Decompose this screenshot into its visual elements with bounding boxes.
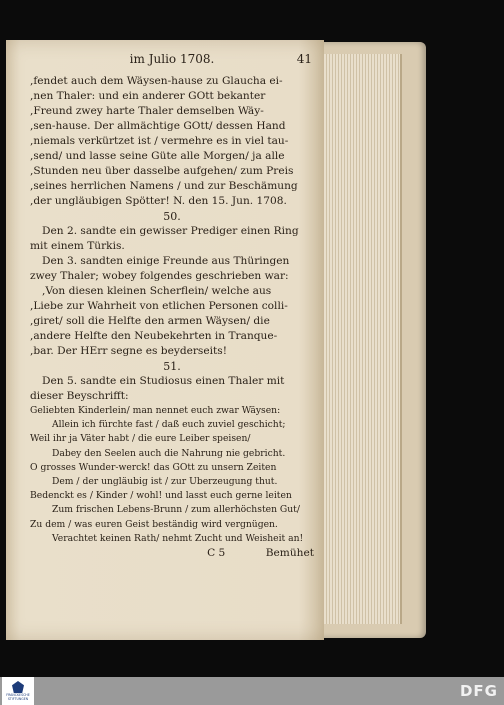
text-line: ,Stunden neu über dasselbe aufgehen/ zum Preis xyxy=(30,165,294,177)
signature-mark: C 5 xyxy=(207,547,226,560)
text-line: Allein ich fürchte fast / daß euch zuviel geschicht; xyxy=(52,419,286,431)
text-line: Verachtet keinen Rath/ nehmt Zucht und Weisheit an! xyxy=(52,532,304,544)
text-line: zwey Thaler; wobey folgendes geschrieben war: xyxy=(30,270,289,282)
text-line: Den 5. sandte ein Studiosus einen Thaler mit xyxy=(42,375,285,387)
text-line: Geliebten Kinderlein/ man nennet euch zwar Wäysen: xyxy=(30,405,281,416)
text-line: ,nen Thaler: und ein anderer GOtt bekanter xyxy=(30,90,266,102)
page-edges xyxy=(324,54,402,624)
text-line: 50. xyxy=(163,210,181,223)
running-header xyxy=(30,52,314,74)
text-line: ,send/ und lasse seine Güte alle Morgen/ ja alle xyxy=(30,150,285,162)
institution-logo[interactable] xyxy=(2,677,34,705)
text-line: dieser Beyschrifft: xyxy=(30,390,129,402)
text-line: 51. xyxy=(163,360,181,373)
text-line: ,Von diesen kleinen Scherflein/ welche aus xyxy=(42,285,272,297)
text-line: ,Liebe zur Wahrheit von etlichen Personen colli- xyxy=(30,300,288,312)
logo-text: FRANCKESCHE STIFTUNGEN xyxy=(6,693,30,701)
text-line: ,giret/ soll die Helfte den armen Wäysen/ die xyxy=(30,315,270,327)
text-line: ,niemals verkürtzet ist / vermehre es in viel tau- xyxy=(30,135,289,147)
text-line: mit einem Türkis. xyxy=(30,240,125,252)
text-line: Dabey den Seelen auch die Nahrung nie gebricht. xyxy=(52,447,286,459)
text-line: ,der ungläubigen Spötter! N. den 15. Jun. 1708. xyxy=(30,195,287,207)
text-line: ,fendet auch dem Wäysen-hause zu Glaucha ei- xyxy=(30,75,283,87)
dfg-logo[interactable]: DFG xyxy=(459,682,498,700)
crest-icon xyxy=(12,681,24,693)
text-line: Weil ihr ja Väter habt / die eure Leiber speisen/ xyxy=(30,433,251,445)
text-line: Dem / der ungläubig ist / zur Uberzeugung thut. xyxy=(52,476,278,488)
text-line: ,andere Helfte den Neubekehrten in Tranque- xyxy=(30,330,278,342)
header-title: im Julio 1708. xyxy=(129,52,215,66)
catchword: Bemühet xyxy=(265,547,314,560)
viewer-footer xyxy=(0,677,504,705)
text-line: ,Freund zwey harte Thaler demselben Wäy- xyxy=(30,105,264,117)
text-line: O grosses Wunder-werck! das GOtt zu unsern Zeiten xyxy=(30,461,277,473)
text-line: Den 3. sandten einige Freunde aus Thüringen xyxy=(42,255,290,267)
text-line: Zu dem / was euren Geist beständig wird vergnügen. xyxy=(30,518,278,530)
page-text xyxy=(30,52,314,561)
text-lines xyxy=(30,74,314,546)
text-line: ,sen-hause. Der allmächtige GOtt/ dessen Hand xyxy=(30,120,286,132)
text-line: Bedenckt es / Kinder / wohl! und lasst euch gerne leiten xyxy=(30,490,292,502)
text-line: ,seines herrlichen Namens / und zur Beschämung xyxy=(30,180,298,192)
page-number: 41 xyxy=(296,52,312,66)
book-page xyxy=(6,40,324,640)
text-line: Den 2. sandte ein gewisser Prediger einen Ring xyxy=(42,225,299,237)
signature-line xyxy=(30,546,314,561)
book xyxy=(6,40,420,640)
text-line: ,bar. Der HErr segne es beyderseits! xyxy=(30,345,227,357)
text-line: Zum frischen Lebens-Brunn / zum allerhöchsten Gut/ xyxy=(52,504,300,516)
